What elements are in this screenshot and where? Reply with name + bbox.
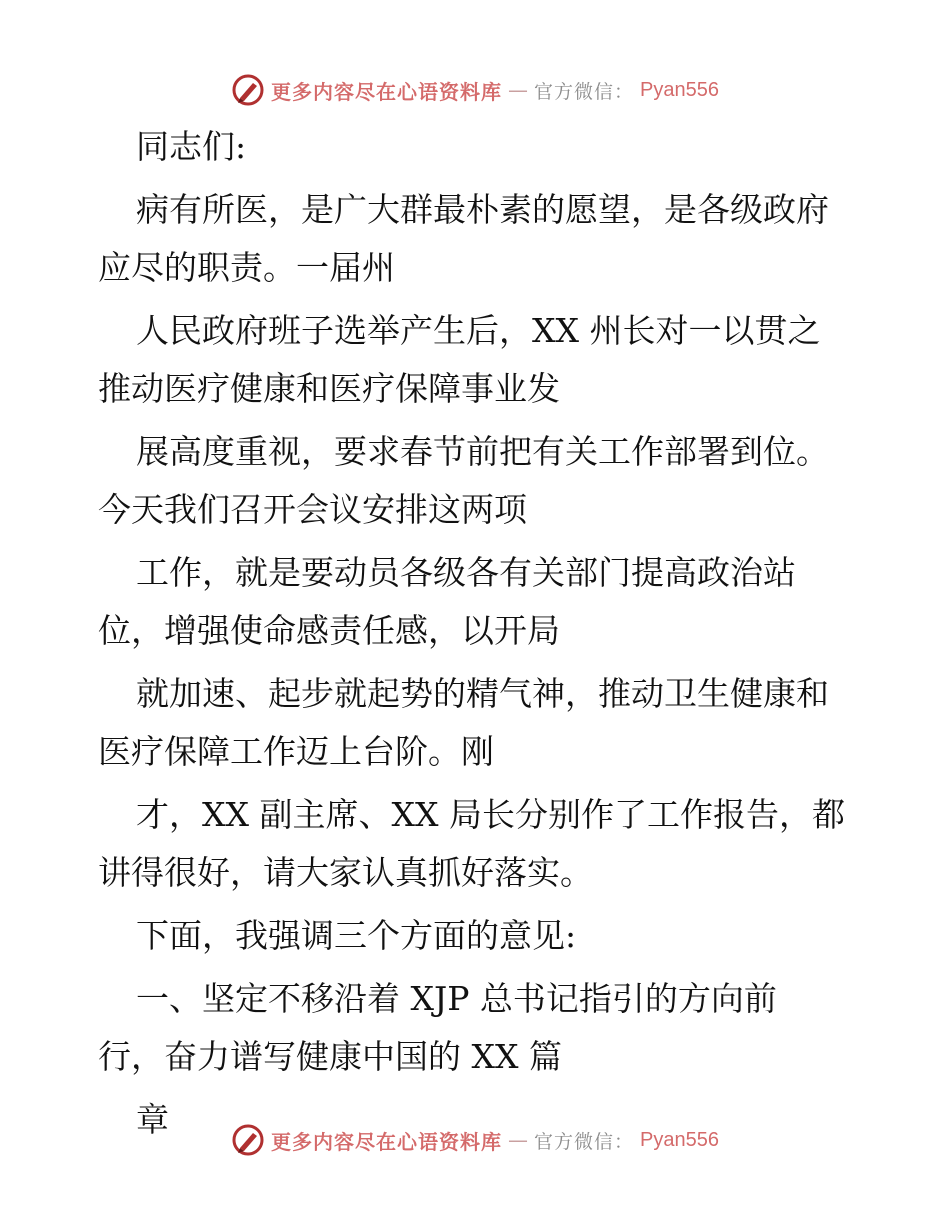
paragraph-line: 医疗保障工作迈上台阶。刚: [98, 732, 494, 771]
paragraph-line: 同志们:: [136, 127, 247, 166]
banner-wechat-id: Pyan556: [640, 1128, 719, 1151]
paragraph-line: 讲得很好，请大家认真抓好落实。: [98, 853, 593, 892]
paragraph-line: 工作，就是要动员各级各有关部门提高政治站: [136, 553, 796, 592]
paragraph-line: 人民政府班子选举产生后，XX 州长对一以贯之: [136, 311, 821, 350]
banner-wechat-label: 官方微信：: [534, 1130, 635, 1153]
paragraph-line: 章: [136, 1100, 169, 1139]
banner-main-text: 更多内容尽在心语资料库: [271, 1129, 502, 1154]
banner-separator: —: [508, 78, 528, 102]
paragraph-line: 应尽的职责。一届州: [98, 248, 395, 287]
paragraph-line: 一、坚定不移沿着 XJP 总书记指引的方向前: [136, 979, 777, 1018]
banner-main-text: 更多内容尽在心语资料库: [271, 79, 502, 104]
footer-banner-inner: [231, 1123, 719, 1157]
header-banner: [0, 70, 950, 110]
paragraph-line: 今天我们召开会议安排这两项: [98, 490, 527, 529]
footer-banner: [0, 1120, 950, 1160]
paragraph-line: 行，奋力谱写健康中国的 XX 篇: [98, 1037, 562, 1076]
header-banner-inner: [231, 73, 719, 107]
paragraph-line: 病有所医，是广大群最朴素的愿望，是各级政府: [136, 190, 829, 229]
paragraph-line: 推动医疗健康和医疗保障事业发: [98, 369, 560, 408]
paragraph-line: 下面，我强调三个方面的意见:: [136, 916, 577, 955]
paragraph-line: 展高度重视，要求春节前把有关工作部署到位。: [136, 432, 829, 471]
paragraph-line: 才，XX 副主席、XX 局长分别作了工作报告，都: [136, 795, 845, 834]
pen-logo-icon: [231, 73, 265, 107]
pen-logo-icon: [231, 1123, 265, 1157]
paragraph-line: 位，增强使命感责任感，以开局: [98, 611, 560, 650]
banner-wechat-label: 官方微信：: [534, 80, 635, 103]
banner-separator: —: [508, 1128, 528, 1152]
document-body: [98, 118, 878, 1149]
paragraph-line: 就加速、起步就起势的精气神，推动卫生健康和: [136, 674, 829, 713]
banner-wechat-id: Pyan556: [640, 78, 719, 101]
